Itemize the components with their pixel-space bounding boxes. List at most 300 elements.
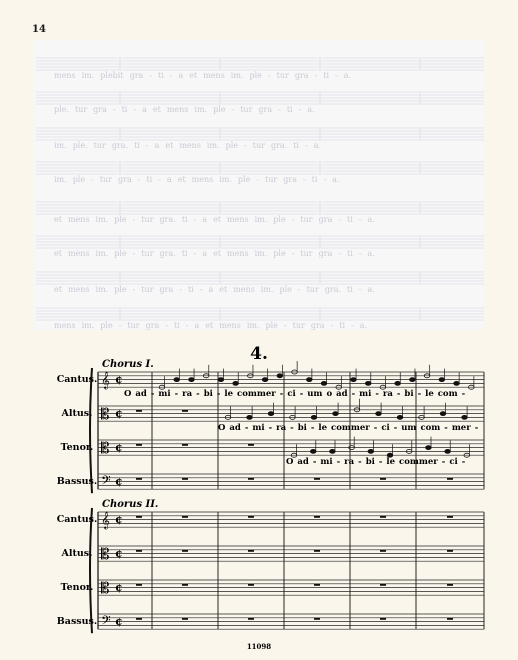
faded-lyric-token: ple [72, 175, 86, 184]
lyric-syllable: bi [365, 457, 375, 467]
faded-lyric-token: mens [219, 321, 241, 330]
faded-lyric-token: mens [227, 249, 249, 258]
faded-lyric-token: - [132, 285, 136, 294]
faded-lyric-token: et [213, 215, 222, 224]
faded-lyric-token: ple [213, 105, 226, 114]
lyric-syllable: um [401, 423, 417, 433]
whole-rest [182, 478, 188, 480]
faded-lyric-token: ti [187, 285, 194, 294]
faded-lyric-token: ti [286, 105, 293, 114]
treble-clef-icon: 𝄞 [101, 511, 110, 529]
lyric-syllable: o [326, 389, 333, 399]
faded-lyric-token: ple [265, 321, 278, 330]
whole-rest [248, 584, 254, 586]
faded-lyric-token: ti [174, 321, 180, 330]
voice-label: Altus. [61, 548, 93, 559]
note-head [368, 449, 374, 453]
faded-lyric-token: im. [194, 105, 208, 114]
faded-lyric-token: gra [310, 321, 325, 330]
whole-rest [447, 618, 453, 620]
lyric-syllable: O [124, 389, 132, 399]
plate-number: 11098 [246, 642, 272, 651]
faded-lyric-token: - [193, 215, 197, 224]
lyric-syllable: O [218, 423, 226, 433]
whole-rest [248, 618, 254, 620]
whole-rest [314, 550, 320, 552]
faded-lyric-token: - [231, 105, 235, 114]
whole-rest [136, 618, 142, 620]
lyric-syllable: - [461, 389, 466, 399]
faded-lyric-token: - [338, 215, 342, 224]
faded-lyric-token: ti [323, 71, 330, 80]
lyric-syllable: - [279, 389, 284, 399]
faded-lyric-token: tur [99, 175, 113, 184]
faded-lyric-token: - [358, 215, 362, 224]
faded-lyric-token: et [177, 175, 186, 184]
whole-rest [380, 478, 386, 480]
lyric-syllable: ra [276, 423, 287, 433]
faded-lyric-token: tur [292, 321, 305, 330]
faded-lyric-token: tur [300, 249, 313, 258]
faded-lyric-token: - [132, 215, 136, 224]
lyric-syllable: ci [381, 423, 390, 433]
lyric-syllable: ad [229, 423, 241, 433]
faded-lyric-token: gra. [324, 285, 342, 294]
note-head [174, 378, 180, 382]
faded-lyric-token: ti [146, 175, 153, 184]
faded-lyric-token: im. [254, 249, 268, 258]
voice-labels [57, 374, 98, 627]
faded-lyric-token: et [189, 71, 198, 80]
faded-lyric-token: - [145, 141, 149, 150]
lyric-syllable: - [312, 457, 317, 467]
faded-lyric-token: ti [339, 321, 346, 330]
faded-lyric-token: ple [249, 71, 262, 80]
faded-lyric-token: ple [114, 249, 127, 258]
note-head [376, 412, 382, 416]
whole-rest [380, 618, 386, 620]
alto-clef-icon: 𝄡 [101, 405, 110, 423]
lyric-syllable: O [286, 457, 294, 467]
faded-lyric-token: im. [254, 215, 268, 224]
faded-lyric-token: - [358, 249, 362, 258]
page-number: 14 [32, 24, 46, 35]
lyric-syllable: mi [320, 457, 333, 467]
faded-lyric-token: a. [367, 285, 375, 294]
faded-lyric-token: gra [258, 105, 273, 114]
faded-lyric-token: gra. [111, 141, 129, 150]
faded-lyric-token: ti [347, 249, 353, 258]
lyric-syllable: - [150, 389, 155, 399]
lyric-syllable: ad [135, 389, 147, 399]
common-time-icon: ¢ [115, 373, 123, 386]
alto-clef-icon: 𝄡 [101, 439, 110, 457]
faded-lyric-token: - [149, 71, 152, 80]
faded-lyric-token: gra [93, 105, 107, 114]
lyric-syllable: ra [344, 457, 355, 467]
faded-lyric-token: ple [100, 321, 113, 330]
faded-lyric-token: - [179, 285, 182, 294]
common-time-icon: ¢ [115, 513, 123, 526]
faded-lyric-token: ti [181, 215, 188, 224]
faded-lyric-token: - [169, 71, 173, 80]
note-head [351, 378, 357, 382]
faded-lyric-token: et [54, 249, 62, 258]
whole-rest [447, 584, 453, 586]
faded-lyric-token: - [267, 71, 271, 80]
faded-lyric-token: gra. [159, 249, 176, 258]
lyric-syllable: - [441, 457, 446, 467]
lyric-syllable: - [290, 423, 294, 433]
note-head [262, 378, 268, 382]
faded-lyric-token: - [304, 141, 308, 150]
faded-lyric-token: im. [95, 215, 109, 224]
faded-lyric-token: im. [230, 71, 244, 80]
common-time-icon: ¢ [115, 407, 123, 420]
lyric-syllable: com [420, 423, 441, 433]
system-brace [90, 508, 92, 633]
note-head [321, 381, 327, 385]
lyric-syllable: ci [449, 457, 458, 467]
faded-lyric-token: gra [159, 285, 174, 294]
lyric-syllable: - [310, 423, 315, 433]
lyric-line [124, 389, 466, 399]
faded-lyric-token: - [165, 321, 169, 330]
faded-lyric-token: a. [332, 175, 340, 184]
note-head [277, 374, 283, 378]
whole-rest [136, 444, 142, 446]
faded-lyric-token: ple [237, 175, 251, 184]
faded-lyric-token: ti [134, 141, 140, 150]
note-head [247, 415, 253, 419]
faded-lyric-token: gra [145, 321, 160, 330]
faded-lyric-token: a [154, 141, 160, 150]
lyric-syllable: le [386, 457, 396, 467]
whole-rest [136, 410, 142, 412]
faded-lyric-token: tur [265, 175, 278, 184]
faded-lyric-token: a [178, 71, 184, 80]
faded-lyric-token: a. [367, 249, 375, 258]
whole-rest [182, 410, 188, 412]
faded-lyric-token: - [291, 215, 295, 224]
faded-lyric-token: tur [276, 71, 289, 80]
whole-rest [314, 618, 320, 620]
bass-clef-icon: 𝄢 [101, 473, 111, 491]
faded-lyric-token: tur [127, 321, 140, 330]
faded-lyric-token: - [199, 285, 203, 294]
faded-lyric-token: mens [233, 285, 255, 294]
note-head [310, 449, 316, 453]
faded-lyric-token: - [358, 285, 362, 294]
faded-lyric-token: mens [179, 141, 201, 150]
faded-lyric-token: gra [318, 215, 333, 224]
faded-lyric-token: im. [219, 175, 232, 184]
faded-lyric-line [54, 141, 321, 150]
score-system [90, 359, 484, 633]
whole-rest [380, 516, 386, 518]
lyric-syllable: ra [182, 389, 193, 399]
faded-lyric-token: gra [129, 71, 144, 80]
faded-lyric-token: - [351, 321, 354, 330]
faded-lyric-token: mens [191, 175, 214, 184]
faded-lyric-token: - [314, 71, 318, 80]
whole-rest [182, 550, 188, 552]
lyric-syllable: um [307, 389, 323, 399]
faded-lyric-token: tur [306, 285, 319, 294]
bass-clef-icon: 𝄢 [101, 613, 111, 631]
voice-label: Bassus. [56, 616, 98, 627]
lyric-syllable: bi [203, 389, 213, 399]
faded-lyric-token: tur [240, 105, 253, 114]
note-head [218, 378, 224, 382]
whole-rest [380, 584, 386, 586]
faded-lyric-token: a [202, 249, 208, 258]
faded-lyric-token: - [193, 249, 197, 258]
common-time-icon: ¢ [115, 615, 123, 628]
faded-lyric-token: a. [367, 215, 375, 224]
faded-lyric-token: ti [181, 249, 188, 258]
voice-label: Altus. [61, 408, 93, 419]
whole-rest [182, 444, 188, 446]
note-head [445, 449, 451, 453]
note-head [333, 412, 339, 416]
faded-lyric-token: gra. [159, 215, 176, 224]
faded-lyric-token: mens [166, 105, 189, 114]
faded-lyric-token: ple [114, 215, 127, 224]
lyric-syllable: bi [404, 389, 414, 399]
whole-rest [314, 584, 320, 586]
faded-lyric-token: im. [95, 285, 109, 294]
faded-lyric-token: im. [206, 141, 220, 150]
faded-lyric-token: gra [318, 249, 333, 258]
faded-lyric-token: im. [260, 285, 274, 294]
chorus-label: Chorus I. [102, 359, 154, 370]
whole-rest [248, 444, 254, 446]
common-time-icon: ¢ [115, 475, 123, 488]
lyric-syllable: - [358, 457, 362, 467]
lyric-syllable: ad [336, 389, 348, 399]
faded-lyric-token: tur [252, 141, 265, 150]
voice-label: Tenor. [60, 582, 94, 593]
faded-lyric-token: ti [158, 71, 164, 80]
faded-lyric-token: mens [54, 321, 76, 330]
note-head [306, 378, 312, 382]
note-head [439, 378, 445, 382]
voice-label: Cantus. [56, 374, 98, 385]
voice-label: Cantus. [56, 514, 98, 525]
lyric-syllable: - [268, 423, 273, 433]
faded-lyric-token: a. [359, 321, 368, 330]
lyric-syllable: - [174, 389, 179, 399]
faded-lyric-token: ple [273, 215, 286, 224]
whole-rest [182, 584, 188, 586]
faded-lyric-token: gra [294, 71, 309, 80]
faded-lyric-token: - [338, 249, 342, 258]
lyric-syllable: mi [158, 389, 171, 399]
note-head [397, 415, 403, 419]
note-head [268, 412, 274, 416]
faded-lyric-token: ple [279, 285, 292, 294]
whole-rest [248, 478, 254, 480]
note-head [365, 381, 371, 385]
faded-lyric-token: tur [93, 141, 106, 150]
faded-lyric-token: ple [273, 249, 286, 258]
lyric-syllable: - [474, 423, 479, 433]
lyric-syllable: commer [331, 423, 370, 433]
faded-lyric-token: - [91, 175, 94, 184]
whole-rest [182, 618, 188, 620]
faded-lyric-line [54, 321, 367, 330]
note-head [440, 412, 446, 416]
faded-lyric-token: a [142, 105, 147, 114]
lyric-syllable: mi [359, 389, 372, 399]
common-time-icon: ¢ [115, 581, 123, 594]
faded-lyric-token: tur [300, 215, 313, 224]
lyric-syllable: le [425, 389, 434, 399]
faded-lyric-token: gra [118, 175, 132, 184]
faded-lyric-token: ti [347, 285, 353, 294]
whole-rest [248, 550, 254, 552]
faded-lyric-token: mens [227, 215, 249, 224]
faded-lyric-token: - [133, 105, 137, 114]
lyric-syllable: commer [237, 389, 276, 399]
whole-rest [314, 516, 320, 518]
lyric-syllable: - [351, 389, 356, 399]
lyric-syllable: - [444, 423, 448, 433]
faded-lyric-token: - [323, 175, 327, 184]
lyric-line [218, 423, 479, 433]
faded-lyric-token: mens [54, 71, 76, 80]
faded-lyric-token: - [185, 321, 189, 330]
faded-lyric-token: - [132, 249, 136, 258]
faded-lyric-token: a [202, 215, 208, 224]
alto-clef-icon: 𝄡 [101, 545, 110, 563]
lyric-syllable: bi [297, 423, 307, 433]
lyric-syllable: - [373, 423, 378, 433]
lyric-syllable: le [318, 423, 328, 433]
faded-lyric-token: - [335, 71, 338, 80]
faded-lyric-token: - [244, 141, 247, 150]
chorus-label: Chorus II. [102, 499, 159, 510]
faded-lyric-token: gra. [270, 141, 288, 150]
faded-lyric-token: im. [54, 141, 67, 150]
faded-lyric-token: ple [114, 285, 127, 294]
whole-rest [136, 584, 142, 586]
note-head [426, 446, 432, 450]
faded-lyric-token: ple. [72, 141, 88, 150]
voice-label: Tenor. [60, 442, 94, 453]
note-head [462, 415, 468, 419]
faded-lyric-token: ti [311, 175, 318, 184]
lyric-syllable: - [336, 457, 341, 467]
whole-rest [447, 478, 453, 480]
faded-lyric-token: - [118, 321, 122, 330]
faded-lyric-line [54, 249, 375, 258]
faded-lyric-token: et [54, 285, 62, 294]
whole-rest [447, 516, 453, 518]
faded-lyric-token: - [297, 285, 301, 294]
common-time-icon: ¢ [115, 547, 123, 560]
faded-lyric-token: a. [313, 141, 321, 150]
faded-lyric-token: - [330, 321, 334, 330]
faded-lyric-token: tur [141, 249, 154, 258]
lyric-syllable: - [396, 389, 401, 399]
faded-lyric-token: - [291, 249, 295, 258]
whole-rest [182, 516, 188, 518]
faded-lyric-token: im. [54, 175, 67, 184]
lyric-syllable: - [417, 389, 422, 399]
faded-lyric-token: gra [283, 175, 297, 184]
lyric-syllable: ci [287, 389, 296, 399]
faded-lyric-token: im. [95, 249, 109, 258]
lyric-syllable: com [437, 389, 458, 399]
faded-lyric-token: a [194, 321, 200, 330]
faded-lyric-token: mens [67, 249, 90, 258]
faded-lyric-token: tur [141, 215, 154, 224]
faded-lyric-token: - [278, 105, 281, 114]
faded-lyric-line [54, 215, 375, 224]
faded-lyric-token: - [137, 175, 141, 184]
faded-lyric-token: mens [203, 71, 225, 80]
lyric-line [286, 457, 466, 467]
faded-lyric-token: plebit [100, 71, 124, 80]
lyric-syllable: - [299, 389, 304, 399]
whole-rest [380, 550, 386, 552]
lyric-syllable: - [375, 389, 379, 399]
faded-lyric-token: - [256, 175, 260, 184]
whole-rest [248, 516, 254, 518]
whole-rest [136, 516, 142, 518]
system-brace [90, 368, 92, 493]
lyric-syllable: le [224, 389, 234, 399]
whole-rest [136, 550, 142, 552]
voice-label: Bassus. [56, 476, 98, 487]
note-head [410, 378, 416, 382]
lyric-syllable: mi [252, 423, 265, 433]
common-time-icon: ¢ [115, 441, 123, 454]
faded-lyric-token: mens [67, 285, 90, 294]
lyric-syllable: - [393, 423, 398, 433]
note-head [233, 381, 239, 385]
whole-rest [136, 478, 142, 480]
faded-lyric-token: a [208, 285, 214, 294]
faded-lyric-token: - [302, 175, 306, 184]
faded-lyric-token: et [213, 249, 222, 258]
faded-lyric-token: - [158, 175, 161, 184]
faded-lyric-token: im. [81, 321, 95, 330]
note-head [189, 378, 195, 382]
faded-lyric-token: ti [347, 215, 353, 224]
faded-lyric-token: a. [343, 71, 352, 80]
faded-lyric-token: - [283, 321, 287, 330]
whole-rest [447, 550, 453, 552]
whole-rest [314, 478, 320, 480]
lyric-syllable: ad [297, 457, 309, 467]
faded-lyric-token: ti [293, 141, 299, 150]
faded-lyric-token: et [219, 285, 228, 294]
treble-clef-icon: 𝄞 [101, 371, 110, 389]
faded-lyric-token: et [54, 215, 62, 224]
note-head [330, 449, 336, 453]
alto-clef-icon: 𝄡 [101, 579, 110, 597]
lyric-syllable: - [196, 389, 200, 399]
lyric-syllable: - [461, 457, 466, 467]
note-head [454, 381, 460, 385]
faded-lyric-token: im. [81, 71, 95, 80]
faded-lyric-token: a. [307, 105, 315, 114]
faded-lyric-token: et [152, 105, 161, 114]
note-head [311, 415, 317, 419]
